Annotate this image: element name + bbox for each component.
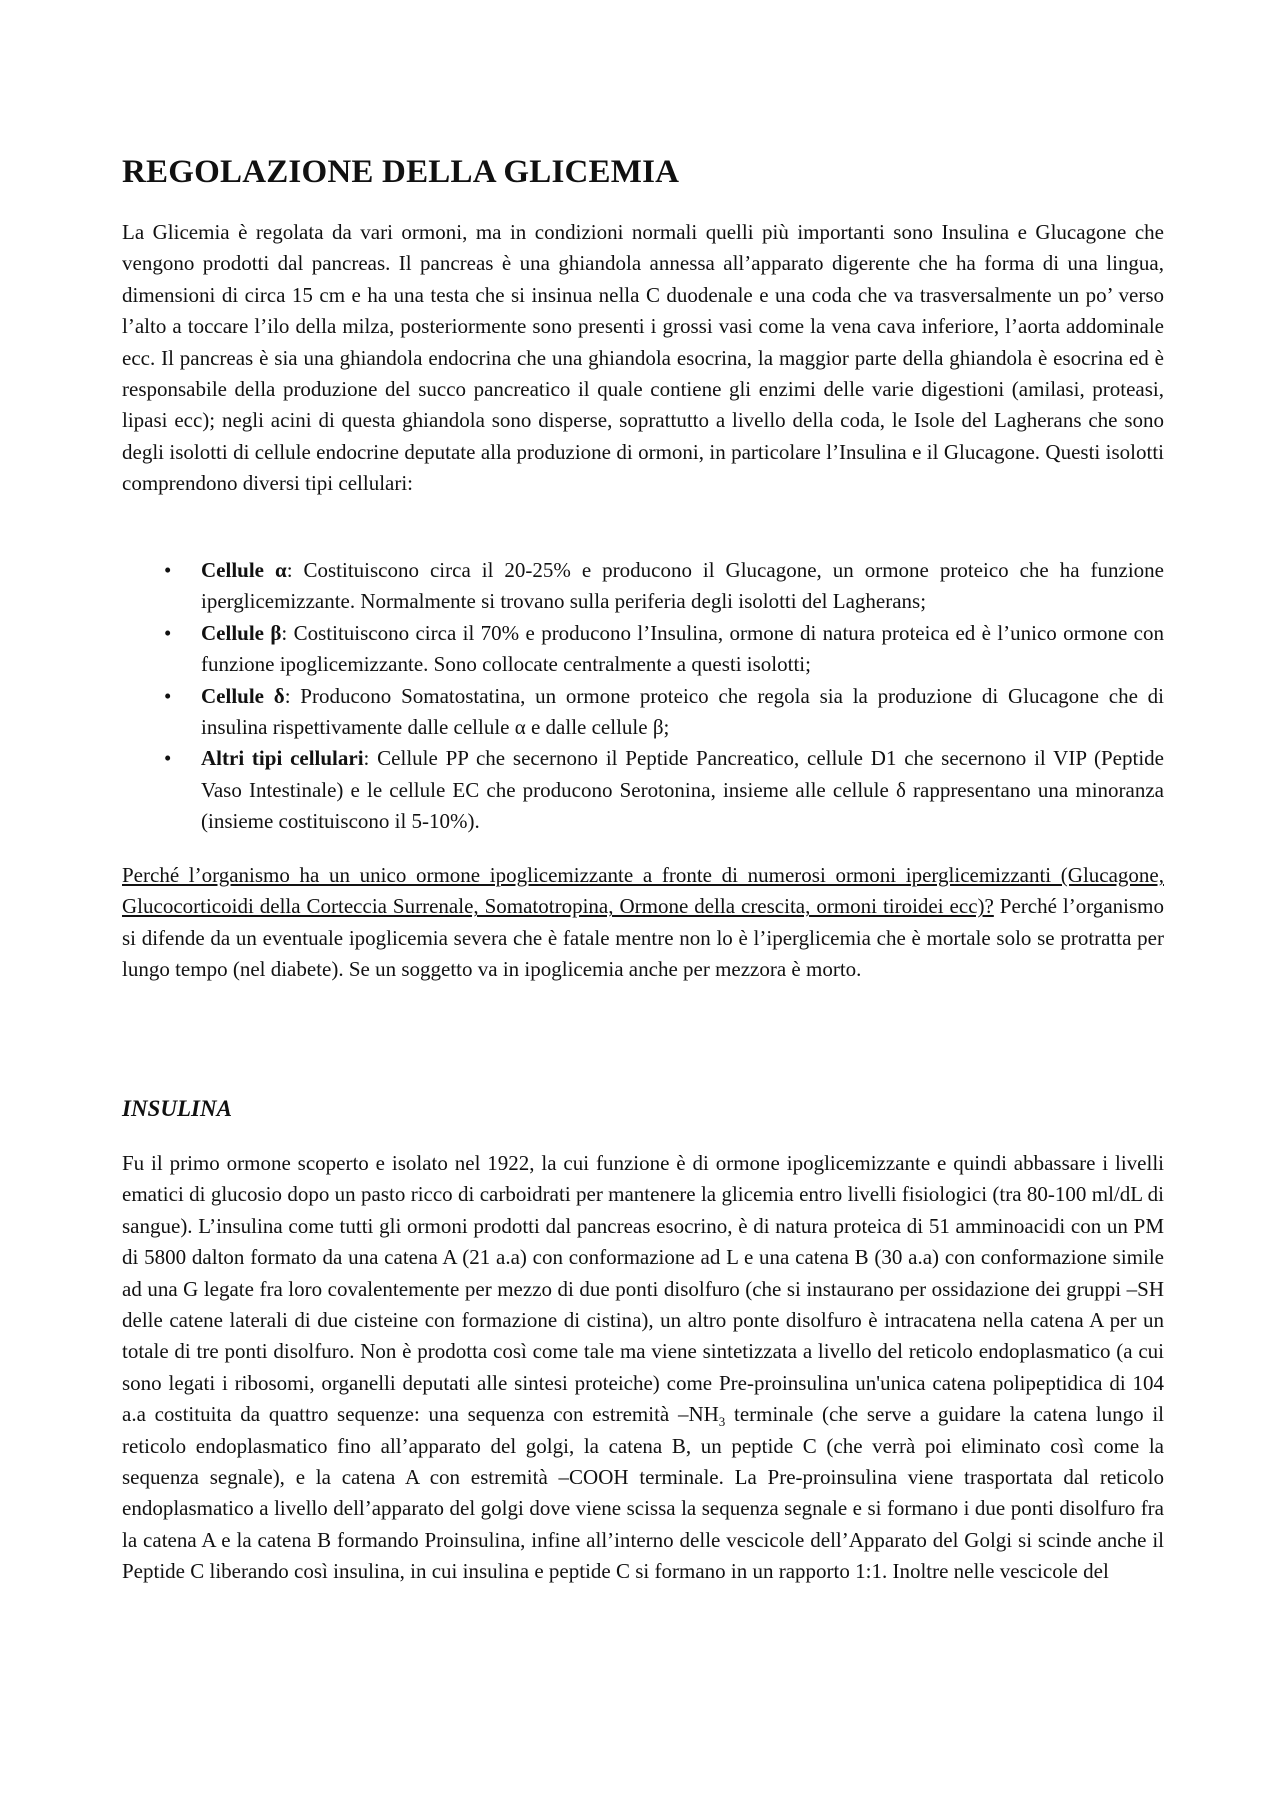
cell-types-list (122, 555, 1164, 838)
bullet-icon: • (164, 683, 172, 708)
list-item (122, 555, 1164, 618)
subscript-3: 3 (718, 1414, 726, 1430)
bullet-icon: • (164, 558, 172, 582)
bullet-icon: • (164, 620, 172, 645)
bullet-icon: • (164, 746, 172, 771)
list-item-text: : Costituiscono circa il 70% e producono l’Insulina, ormone di natura proteica ed è l’unico ormone con funzione ipoglicemizzante. Sono collocate centralmente a questi isolotti; (201, 620, 1164, 677)
insulina-text-part2: terminale (che serve a guidare la catena lungo il reticolo endoplasmatico fino all’apparato del golgi, la catena B, un peptide C (che verrà poi eliminato così come la sequenza segnale), e la catena A con estremità –COOH terminale. La Pre-proinsulina viene trasportata dal reticolo endoplasmatico a livello dell’apparato del golgi dove viene scissa la sequenza segnale e si formano i due ponti disolfuro fra la catena A e la catena B formando Proinsulina, infine all’interno delle vescicole dell’Apparato del Golgi si scinde anche il Peptide C liberando così insulina, in cui insulina e peptide C si formano in un rapporto 1:1. Inoltre nelle vescicole del (122, 1402, 1164, 1584)
question-paragraph (122, 860, 1164, 986)
list-item (122, 743, 1164, 837)
insulina-paragraph (122, 1148, 1164, 1588)
intro-paragraph: La Glicemia è regolata da vari ormoni, ma in condizioni normali quelli più importanti sono Insulina e Glucagone che vengono prodotti dal pancreas. Il pancreas è una ghiandola annessa all’apparato digerente che ha forma di una lingua, dimensioni di circa 15 cm e ha una testa che si insinua nella C duodenale e una coda che va trasversalmente un po’ verso l’alto a toccare l’ilo della milza, posteriormente sono presenti i grossi vasi come la vena cava inferiore, l’aorta addominale ecc. Il pancreas è sia una ghiandola endocrina che una ghiandola esocrina, la maggior parte della ghiandola è esocrina ed è responsabile della produzione del succo pancreatico il quale contiene gli enzimi delle varie digestioni (amilasi, proteasi, lipasi ecc); negli acini di questa ghiandola sono disperse, soprattutto a livello della coda, le Isole del Lagherans che sono degli isolotti di cellule endocrine deputate alla produzione di ormoni, in particolare l’Insulina e il Glucagone. Questi isolotti comprendono diversi tipi cellulari: (122, 220, 1164, 496)
list-item-term: Cellule β (201, 620, 282, 645)
list-item-term: Altri tipi cellulari (201, 746, 364, 771)
list-item-term: Cellule δ (201, 683, 285, 708)
section-title-insulina: INSULINA (122, 1096, 232, 1121)
list-item (122, 618, 1164, 681)
list-item-text: : Producono Somatostatina, un ormone proteico che regola sia la produzione di Glucagone che di insulina rispettivamente dalle cellule α e dalle cellule β; (201, 683, 1165, 740)
document-title: REGOLAZIONE DELLA GLICEMIA (122, 154, 680, 190)
answer-text: Perché l’organismo si difende da un eventuale ipoglicemia severa che è fatale mentre non lo è l’iperglicemia che è mortale solo se protratta per lungo tempo (nel diabete). Se un soggetto va in ipoglicemia anche per mezzora è morto. (122, 894, 1164, 982)
question-text: Perché l’organismo ha un unico ormone ipoglicemizzante a fronte di numerosi ormoni iperglicemizzanti (Glucagone, Glucocorticoidi della Corteccia Surrenale, Somatotropina, Ormone della crescita, ormoni tiroidei ecc)? (122, 863, 1164, 919)
list-item (122, 681, 1164, 744)
list-item-text: : Costituiscono circa il 20-25% e producono il Glucagone, un ormone proteico che ha funzione iperglicemizzante. Normalmente si trovano sulla periferia degli isolotti del Lagherans; (201, 558, 1164, 614)
list-item-text: : Cellule PP che secernono il Peptide Pancreatico, cellule D1 che secernono il VIP (Peptide Vaso Intestinale) e le cellule EC che producono Serotonina, insieme alle cellule δ rappresentano una minoranza (insieme costituiscono il 5-10%). (201, 746, 1164, 834)
list-item-term: Cellule α (201, 558, 287, 582)
insulina-text-part1: Fu il primo ormone scoperto e isolato nel 1922, la cui funzione è di ormone ipoglicemizzante e quindi abbassare i livelli ematici di glucosio dopo un pasto ricco di carboidrati per mantenere la glicemia entro livelli fisiologici (tra 80-100 ml/dL di sangue). L’insulina come tutti gli ormoni prodotti dal pancreas esocrino, è di natura proteica di 51 amminoacidi con un PM di 5800 dalton formato da una catena A (21 a.a) con conformazione ad L e una catena B (30 a.a) con conformazione simile ad una G legate fra loro covalentemente per mezzo di due ponti disolfuro (che si instaurano per ossidazione dei gruppi –SH delle catene laterali di due cisteine con formazione di cistina), un altro ponte disolfuro è intracatena nella catena A per un totale di tre ponti disolfuro. Non è prodotta così come tale ma viene sintetizzata a livello del reticolo endoplasmatico (a cui sono legati i ribosomi, organelli deputati alle sintesi proteiche) come Pre-proinsulina un'unica catena polipeptidica di 104 a.a costituita da quattro sequenze: una sequenza con estremità –NH (122, 1151, 1164, 1427)
